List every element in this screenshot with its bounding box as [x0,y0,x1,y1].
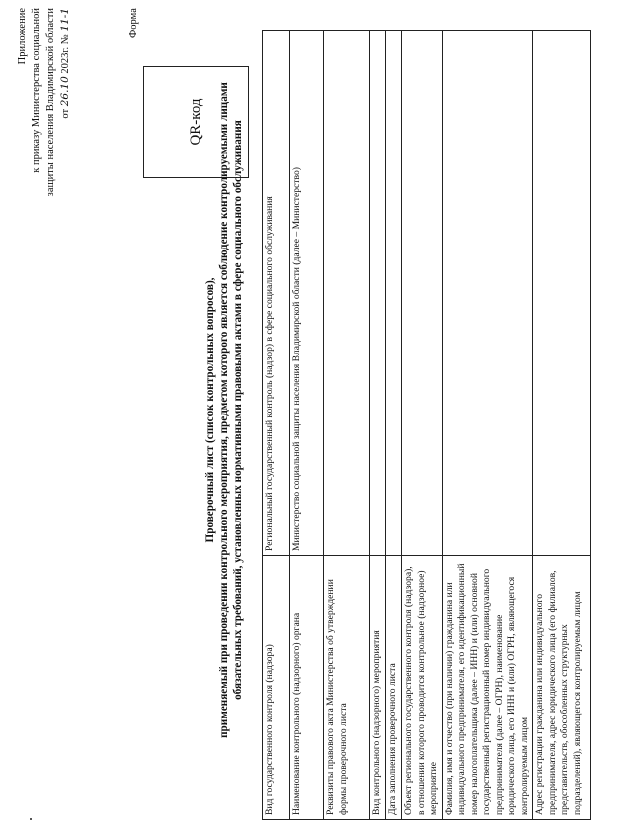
row-label: Вид государственного контроля (надзора) [263,556,290,820]
title-line: обязательных требований, установленных нормативными правовыми актами в сфере социального обслуживания [232,120,244,700]
appendix-line: Приложение [17,8,28,65]
appendix-header [16,8,73,228]
table-row [533,31,591,820]
document-title [203,4,245,816]
table-row [402,31,443,820]
row-value [386,31,402,556]
row-value: Министерство социальной защиты населения Владимирской области (далее – Министерство) [290,31,324,556]
row-value: Региональный государственный контроль (надзор) в сфере социального обслуживания [263,31,290,556]
form-label: Форма [128,8,139,38]
row-label: Дата заполнения проверочного листа [386,556,402,820]
appendix-date-line: от 26.10 2023г. № 11-1 [59,8,71,119]
row-label: Объект регионального государственного контроля (надзора), в отношении которого проводится контрольное (надзорное) мероприятие [402,556,443,820]
row-value [370,31,386,556]
table-row [386,31,402,820]
row-value [402,31,443,556]
table-row [442,31,533,820]
table-row [263,31,290,820]
appendix-line: к приказу Министерства социальной [31,8,42,173]
row-value [324,31,370,556]
title-line: применяемый при проведении контрольного мероприятия, предметом которого является соблюдение контролируемыми лицами [218,82,230,738]
row-label: Наименование контрольного (надзорного) органа [290,556,324,820]
row-value [442,31,533,556]
qr-label: QR-код [187,98,204,146]
appendix-line: защиты населения Владимирской области [45,8,56,197]
scan-speck [30,818,32,820]
row-value [533,31,591,556]
row-label: Адрес регистрации гражданина или индивидуального предпринимателя, адрес юридического лица (его филиалов, представительств, обособленных структурных подразделений), являющегося контролируемым лицом [533,556,591,820]
title-line: Проверочный лист (список контрольных вопросов), [204,277,216,543]
table-row [290,31,324,820]
table-row [370,31,386,820]
row-label: Вид контрольного (надзорного) мероприятия [370,556,386,820]
handwritten-date: 26.10 [59,76,71,107]
checklist-table [262,30,591,820]
handwritten-number: 11-1 [59,8,71,32]
table-row [324,31,370,820]
row-label: Реквизиты правового акта Министерства об утверждении формы проверочного листа [324,556,370,820]
row-label: Фамилия, имя и отчество (при наличии) гражданина или индивидуального предпринимателя, его идентификационный номер налогоплательщика (далее – ИНН) и (или) основной государственный регистрационный номер индивидуального предпринимателя (далее – ОГРН), наименование юридического лица, его ИНН и (или) ОГРН, являющегося контролируемым лицом [442,556,533,820]
